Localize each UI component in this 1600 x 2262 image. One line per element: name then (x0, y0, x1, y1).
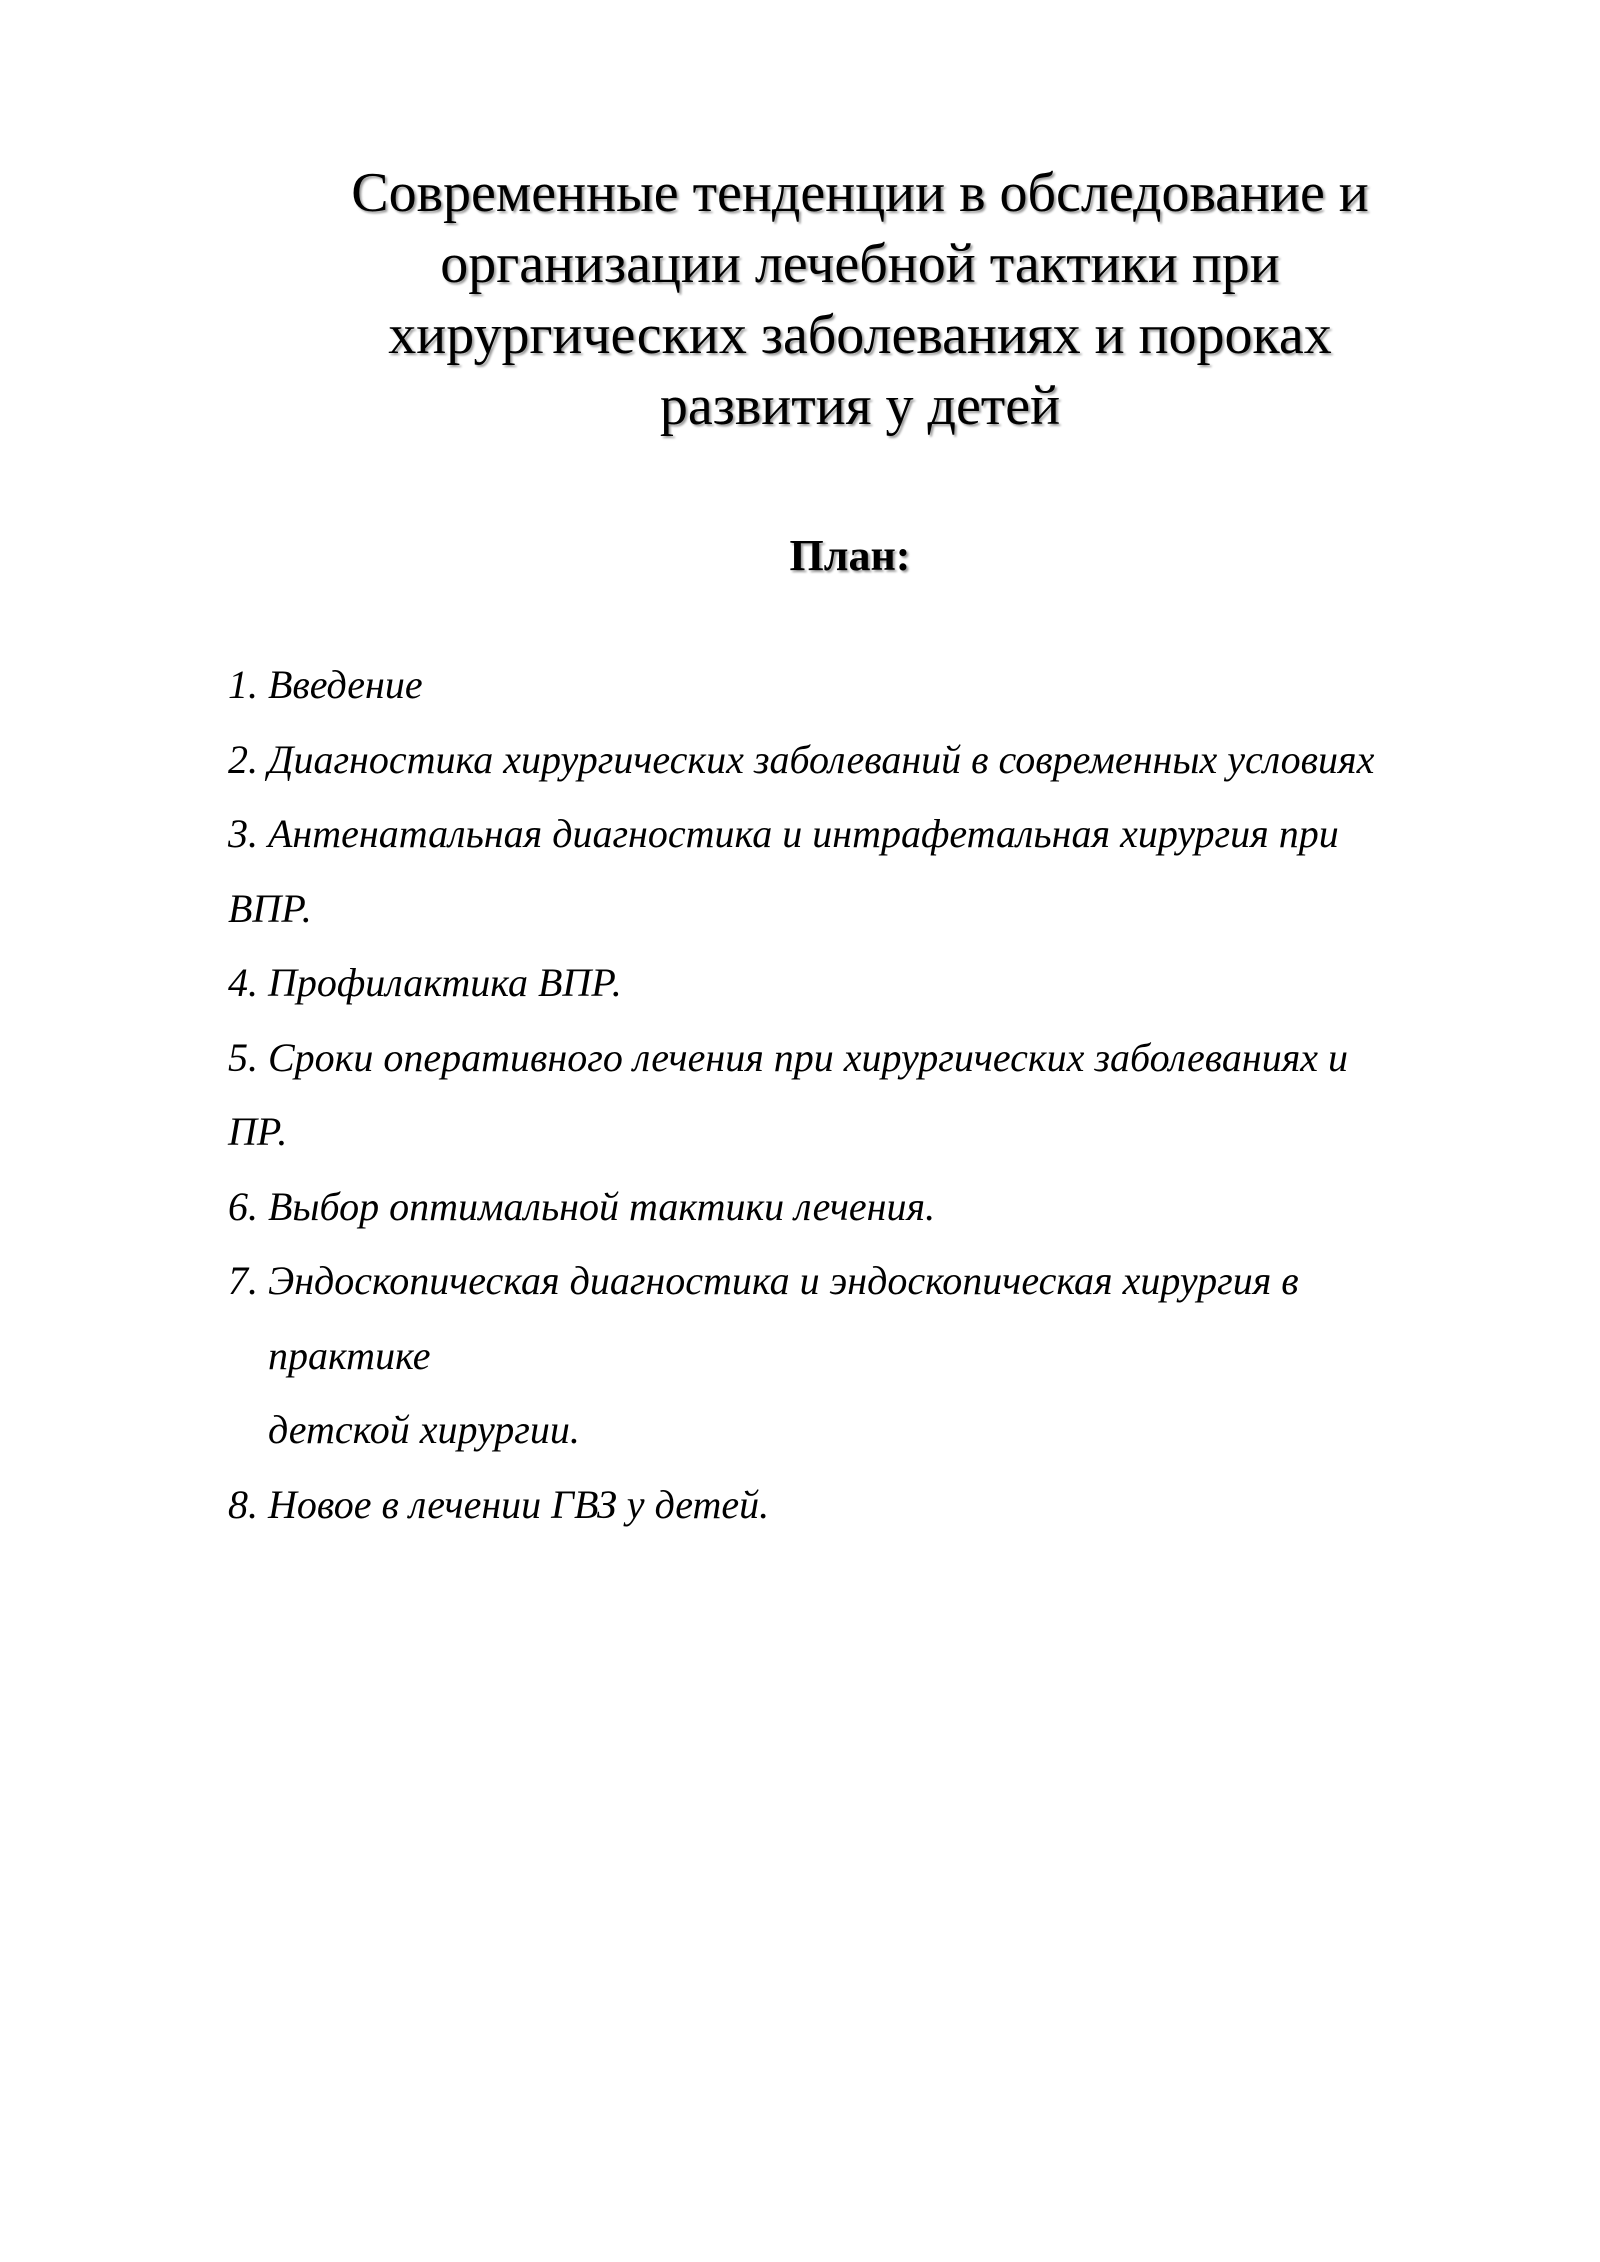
plan-item-continuation: практике (268, 1332, 431, 1378)
plan-item-number: 3. (228, 811, 258, 856)
title-line-1: Современные тенденции в обследование и (351, 162, 1369, 224)
plan-item-number: 8. (228, 1481, 258, 1527)
plan-item-number: 1. (228, 662, 258, 707)
plan-item-1 (228, 648, 1528, 723)
plan-item-7 (228, 1244, 1528, 1468)
plan-item-4 (228, 946, 1528, 1021)
plan-item-text: Выбор оптимальной тактики лечения. (268, 1183, 936, 1229)
plan-item-text: Новое в лечении ГВЗ у детей. (268, 1481, 770, 1527)
plan-item-text: Эндоскопическая диагностика и эндоскопическая хирургия в (268, 1258, 1299, 1303)
plan-item-continuation: ПР. (228, 1109, 288, 1154)
plan-item-3 (228, 797, 1528, 946)
plan-heading: План: (789, 531, 911, 580)
plan-item-text: Сроки оперативного лечения при хирургических заболеваниях и (268, 1034, 1349, 1080)
plan-item-continuation: ВПР. (228, 885, 312, 931)
title-line-3: хирургических заболеваниях и пороках (388, 304, 1332, 366)
plan-item-number: 4. (228, 960, 258, 1005)
plan-item-number: 7. (228, 1258, 258, 1303)
plan-list (228, 648, 1528, 1542)
plan-item-text: Введение (268, 662, 423, 707)
plan-item-text: Диагностика хирургических заболеваний в современных условиях (268, 736, 1375, 782)
plan-item-2 (228, 723, 1528, 798)
title-line-2: организации лечебной тактики при (440, 233, 1280, 295)
plan-item-text: Антенатальная диагностика и интрафетальная хирургия при (268, 811, 1339, 856)
plan-item-number: 2. (228, 736, 258, 782)
plan-item-number: 5. (228, 1034, 258, 1080)
title-line-4: развития у детей (659, 375, 1061, 437)
document-title (310, 158, 1410, 442)
plan-item-continuation: детской хирургии. (268, 1407, 580, 1452)
plan-item-text: Профилактика ВПР. (268, 960, 622, 1005)
plan-item-number: 6. (228, 1183, 258, 1229)
plan-item-5 (228, 1021, 1528, 1170)
plan-item-8 (228, 1468, 1528, 1543)
plan-item-6 (228, 1170, 1528, 1245)
